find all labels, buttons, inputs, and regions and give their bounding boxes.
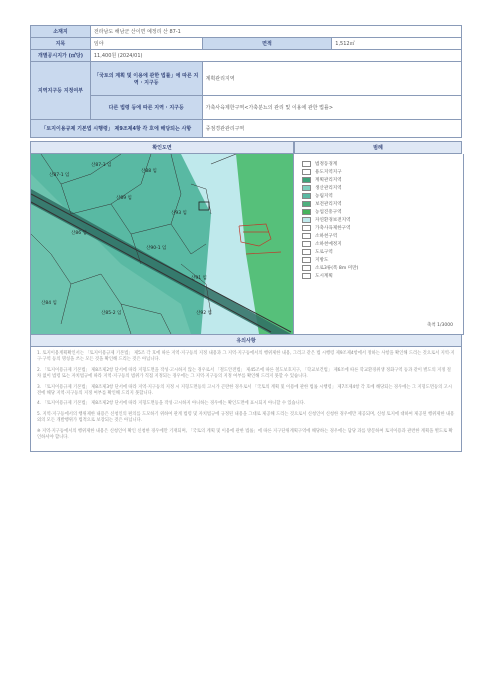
note-paragraph: 4. 「토지이용규제 기본법」 제8조제2항 단서에 따라 지형도면등을 작성·고시하지 아니하는 경우에는 확인도면에 표시되지 아니할 수 있습니다. (37, 401, 306, 407)
legend-label: 도시계획 (315, 274, 333, 279)
legend-item (302, 264, 457, 272)
map-label: 산84 임 (41, 301, 57, 306)
zone-act-value: 계획관리지역 (202, 62, 461, 96)
section-headers (30, 141, 462, 154)
legend-swatch (302, 265, 311, 271)
legend-label: 소하천예정지 (315, 242, 342, 247)
map-scale: 축척 1/3000 (427, 323, 453, 328)
legend-swatch (302, 193, 311, 199)
legend-label: 법정동경계 (315, 162, 338, 167)
legend-item (302, 240, 457, 248)
map-label: 산90-1 임 (146, 246, 167, 251)
zone-group-label: 지역지구등 지정여부 (31, 62, 91, 120)
legend-item (302, 248, 457, 256)
legend-item (302, 208, 457, 216)
legend-label: 도로구역 (315, 250, 333, 255)
legend-swatch (302, 161, 311, 167)
legend-label: 농업진흥구역 (315, 210, 342, 215)
map-label: 산92 임 (196, 311, 212, 316)
note-paragraph: 2. 「토지이용규제 기본법」 제8조제2항 단서에 따라 지형도면을 작성·고시하지 않는 경우로서 「철도안전법」 제45조에 따른 철도보호지구, 「학교보건법」 제6조에 따른 학교환경위생 정화구역 등과 같이 별도의 지정 절차 없이 법령 또는 자치법규에 따라 지역·지구등의 범위가 직접 지정되는 경우에는 그 지역·지구등의 지정 여부를 확인해 드리지 못할 수 있습니다. (37, 367, 451, 380)
legend-swatch (302, 257, 311, 263)
zone-other-label: 다른 법령 등에 따른 지역 · 지구등 (90, 96, 202, 120)
map-label: 산87-3 임 (91, 163, 112, 168)
map-section-title: 확인도면 (30, 141, 294, 154)
location-label: 소재지 (31, 26, 91, 38)
map-label: 산93 임 (171, 211, 187, 216)
legend-item (302, 256, 457, 264)
note-paragraph: 1. 토지이용계획확인서는 「토지이용규제 기본법」 제5조 각 호에 따른 지역·지구등의 지정 내용과 그 지역·지구등에서의 행위제한 내용, 그리고 같은 법 시행령 제9조제4항에서 정하는 사항을 확인해 드리는 것으로서 지역·지구·구역 등의 명칭을 쓰는 모든 것을 확인해 드리는 것은 아닙니다. (37, 351, 455, 363)
land-price-label: 개별공시지가 (㎡당) (31, 50, 91, 62)
legend-item (302, 176, 457, 184)
legend-label: 가축사육제한구역 (315, 226, 351, 231)
legend-label: 농림지역 (315, 194, 333, 199)
legend-section-title: 범례 (294, 141, 462, 154)
legend-label: 지방도 (315, 258, 329, 263)
map-label: 산91 임 (191, 276, 207, 281)
legend-swatch (302, 233, 311, 239)
land-price-value: 11,400원 (2024/01) (90, 50, 461, 62)
note-paragraph: 3. 「토지이용규제 기본법」 제8조제3항 단서에 따라 지역·지구등의 지정 시 지형도면등의 고시가 곤란한 경우로서 「국토의 계획 및 이용에 관한 법률 시행령」 제7조제4항 각 호에 해당되는 경우에는 그 지형도면등의 고시 전에 해당 지역·지구등의 지정 여부를 확인해 드리지 못합니다. (37, 384, 452, 397)
map-label: 산87-1 임 (49, 173, 70, 178)
land-use-confirmation-sheet (30, 25, 462, 655)
legend-swatch (302, 241, 311, 247)
zone-act-label: 「국토의 계획 및 이용에 관한 법률」에 따른 지역 · 지구등 (90, 62, 202, 96)
zone-other-value: 가축사육제한구역<가축분뇨의 관리 및 이용에 관한 법률> (202, 96, 461, 120)
map-svg (31, 154, 293, 334)
notes-header (30, 335, 462, 347)
legend-item (302, 224, 457, 232)
land-category-label: 지목 (31, 38, 91, 50)
notes-title: 유의사항 (30, 335, 462, 347)
legend-swatch (302, 225, 311, 231)
legend-swatch (302, 273, 311, 279)
legend-label: 보전관리지역 (315, 202, 342, 207)
legend-label: 용도지역지구 (315, 170, 342, 175)
legend-item (302, 192, 457, 200)
location-value: 전라남도 해남군 산이면 예정리 산 87-1 (90, 26, 461, 38)
legend-swatch (302, 185, 311, 191)
legend-swatch (302, 169, 311, 175)
notes-section (30, 347, 462, 452)
legend-item (302, 272, 457, 280)
area-label: 면적 (202, 38, 332, 50)
decree-label: 「토지이용규제 기본법 시행령」 제9조제4항 각 호에 해당되는 사항 (31, 120, 203, 138)
legend-item (302, 168, 457, 176)
area-value: 1,512㎡ (332, 38, 462, 50)
note-paragraph: 5. 지역·지구등에서의 행위제한 내용은 신청인의 편의를 도모하기 위하여 관계 법령 및 자치법규에 규정된 내용을 그대로 제공해 드리는 것으로서 신청인이 신청한 경우에만 제공되며, 신청 토지에 대하여 제공된 행위제한 내용 외의 모든 개발행위가 법적으로 보장되는 것은 아닙니다. (37, 411, 455, 424)
legend-swatch (302, 177, 311, 183)
legend-swatch (302, 201, 311, 207)
info-table (30, 25, 462, 138)
legend-item (302, 232, 457, 240)
legend-item (302, 200, 457, 208)
map-label: 산89 임 (116, 196, 132, 201)
note-paragraph: ※ 지역·지구등에서의 행위제한 내용은 신청인이 확인 신청한 경우에만 기재되며, 「국토의 계획 및 이용에 관한 법률」에 따른 지구단위계획구역에 해당하는 경우에는 담당 과를 방문하여 토지이용과 관련한 계획을 별도로 확인하셔야 합니다. (37, 428, 453, 441)
land-category-value: 임야 (90, 38, 202, 50)
legend (294, 154, 463, 334)
legend-swatch (302, 217, 311, 223)
legend-item (302, 160, 457, 168)
legend-label: 소로3류(폭 8m 미만) (315, 266, 359, 271)
map-area (30, 154, 464, 335)
map-label: 산88 임 (141, 169, 157, 174)
legend-swatch (302, 249, 311, 255)
legend-item (302, 184, 457, 192)
legend-label: 소하천구역 (315, 234, 338, 239)
legend-item (302, 216, 457, 224)
map-label: 산85-2 임 (101, 311, 122, 316)
legend-label: 계획관리지역 (315, 178, 342, 183)
cadastral-map (31, 154, 294, 334)
legend-label: 생산관리지역 (315, 186, 342, 191)
legend-swatch (302, 209, 311, 215)
map-label: 산86 임 (71, 231, 87, 236)
decree-value: 중점경관관리구역 (202, 120, 461, 138)
legend-label: 자연환경보전지역 (315, 218, 351, 223)
